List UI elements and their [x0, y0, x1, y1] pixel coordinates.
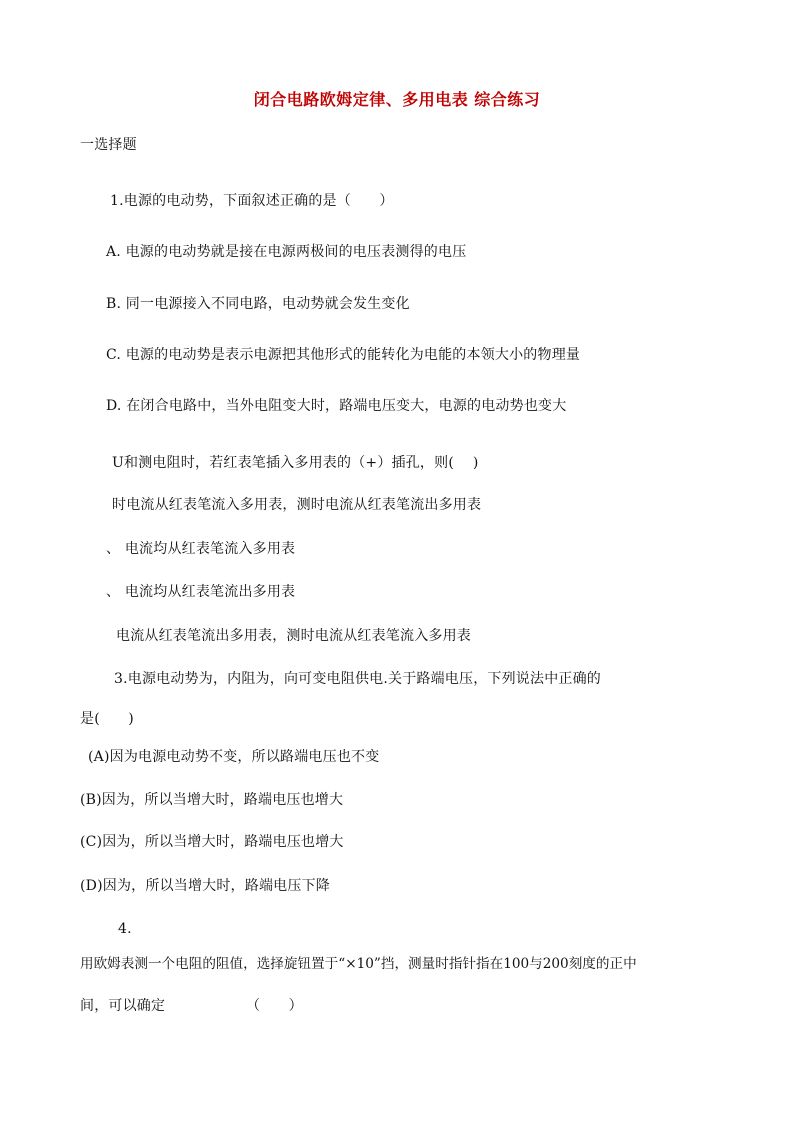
question-1-option-a: A. 电源的电动势就是接在电源两极间的电压表测得的电压 — [106, 244, 467, 260]
question-3-option-c: (C)因为，所以当增大时，路端电压也增大 — [80, 834, 344, 850]
question-3-option-a: (A)因为电源电动势不变，所以路端电压也不变 — [88, 749, 380, 765]
question-1-option-d: D. 在闭合电路中，当外电阻变大时，路端电压变大，电源的电动势也变大 — [106, 398, 567, 414]
page-title: 闭合电路欧姆定律、多用电表 综合练习 — [253, 90, 541, 109]
question-2-option-1: 时电流从红表笔流入多用表，测时电流从红表笔流出多用表 — [112, 497, 482, 513]
question-1-option-c: C. 电源的电动势是表示电源把其他形式的能转化为电能的本领大小的物理量 — [106, 347, 581, 363]
question-2-option-2: 、 电流均从红表笔流入多用表 — [106, 541, 296, 557]
question-2-stem: U和测电阻时，若红表笔插入多用表的（+）插孔，则( ) — [112, 455, 479, 471]
section-heading: 一选择题 — [80, 137, 137, 153]
question-3-option-b: (B)因为，所以当增大时，路端电压也增大 — [80, 792, 344, 808]
question-1-option-b: B. 同一电源接入不同电路，电动势就会发生变化 — [106, 296, 410, 312]
question-4-number: 4. — [118, 921, 132, 937]
question-3-stem-line-2: 是( ) — [80, 711, 134, 727]
question-3-stem-line-1: 3.电源电动势为，内阻为，向可变电阻供电.关于路端电压，下列说法中正确的 — [114, 671, 602, 687]
question-3-option-d: (D)因为，所以当增大时，路端电压下降 — [80, 878, 330, 894]
question-4-stem-line-1: 用欧姆表测一个电阻的阻值，选择旋钮置于“×10”挡，测量时指针指在100与200刻度的正中 — [80, 956, 637, 972]
question-4-stem-line-2: 间，可以确定 — [80, 998, 166, 1014]
question-2-option-3: 、 电流均从红表笔流出多用表 — [106, 584, 296, 600]
question-2-option-4: 电流从红表笔流出多用表，测时电流从红表笔流入多用表 — [116, 628, 471, 644]
question-1-stem: 1.电源的电动势，下面叙述正确的是（ ） — [110, 193, 394, 209]
question-4-answer-blank: （ ） — [246, 998, 303, 1014]
